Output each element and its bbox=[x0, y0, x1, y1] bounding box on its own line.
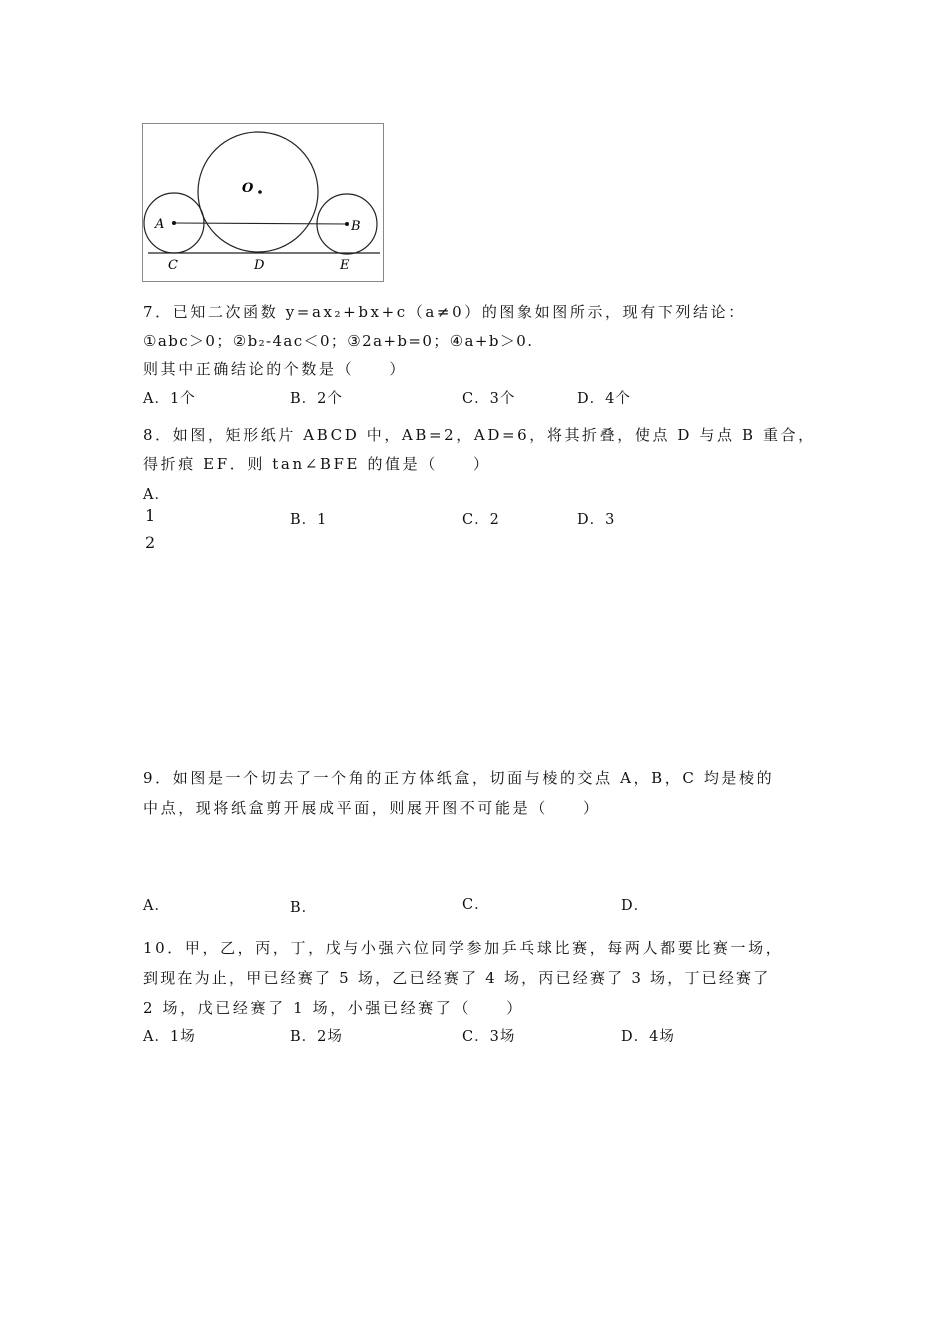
q8-option-a-label: A． bbox=[143, 487, 170, 503]
q7-ask: 则其中正确结论的个数是（ ） bbox=[143, 360, 408, 378]
q8-option-b: B．1 bbox=[290, 512, 328, 528]
q10-option-b: B．2场 bbox=[290, 1029, 343, 1045]
q7-stem: 7．已知二次函数 y=ax₂+bx+c（a≠0）的图象如图所示，现有下列结论： bbox=[143, 303, 746, 321]
q7-option-a: A．1个 bbox=[143, 391, 196, 407]
q8-option-a-denominator: 2 bbox=[145, 533, 157, 552]
point-a bbox=[172, 221, 176, 225]
q8-stem-line1: 8．如图，矩形纸片 ABCD 中，AB=2，AD=6，将其折叠，使点 D 与点 B 重合， bbox=[143, 426, 816, 444]
q8-option-a-numerator: 1 bbox=[145, 506, 157, 525]
label-e: E bbox=[340, 258, 350, 273]
q10-stem-line1: 10．甲，乙，丙，丁，戊与小强六位同学参加乒乓球比赛，每两人都要比赛一场， bbox=[143, 939, 784, 957]
point-b bbox=[345, 222, 349, 226]
label-o: O bbox=[242, 181, 254, 196]
q10-option-d: D．4场 bbox=[621, 1029, 675, 1045]
q10-stem-line2: 到现在为止，甲已经赛了 5 场，乙已经赛了 4 场，丙已经赛了 3 场，丁已经赛了 bbox=[143, 969, 771, 987]
q9-option-b: B． bbox=[290, 900, 318, 916]
q10-option-a: A．1场 bbox=[143, 1029, 196, 1045]
q8-option-c: C．2 bbox=[462, 512, 500, 528]
q7-option-b: B．2个 bbox=[290, 391, 343, 407]
q10-option-c: C．3场 bbox=[462, 1029, 516, 1045]
q7-conditions: ①abc＞0；②b₂-4ac＜0；③2a+b=0；④a+b＞0. bbox=[143, 332, 534, 350]
q9-option-c: C． bbox=[462, 897, 490, 913]
label-d: D bbox=[254, 258, 265, 273]
segment-ab bbox=[174, 223, 347, 224]
q8-stem-line2: 得折痕 EF．则 tan∠BFE 的值是（ ） bbox=[143, 455, 491, 473]
q9-stem-line1: 9．如图是一个切去了一个角的正方体纸盒，切面与棱的交点 A，B，C 均是棱的 bbox=[143, 769, 775, 787]
tangent-circles-figure bbox=[142, 123, 384, 282]
circle-o bbox=[198, 132, 318, 252]
q9-option-d: D． bbox=[621, 898, 650, 914]
q10-stem-line3: 2 场，戊已经赛了 1 场，小强已经赛了（ ） bbox=[143, 999, 524, 1017]
q9-option-a: A． bbox=[143, 898, 170, 914]
q8-option-d: D．3 bbox=[577, 512, 616, 528]
q7-option-d: D．4个 bbox=[577, 391, 631, 407]
point-o bbox=[258, 190, 262, 194]
label-b: B bbox=[351, 219, 361, 234]
label-c: C bbox=[168, 258, 178, 273]
q9-stem-line2: 中点，现将纸盒剪开展成平面，则展开图不可能是（ ） bbox=[143, 799, 601, 817]
q7-option-c: C．3个 bbox=[462, 391, 516, 407]
label-a: A bbox=[155, 217, 165, 232]
